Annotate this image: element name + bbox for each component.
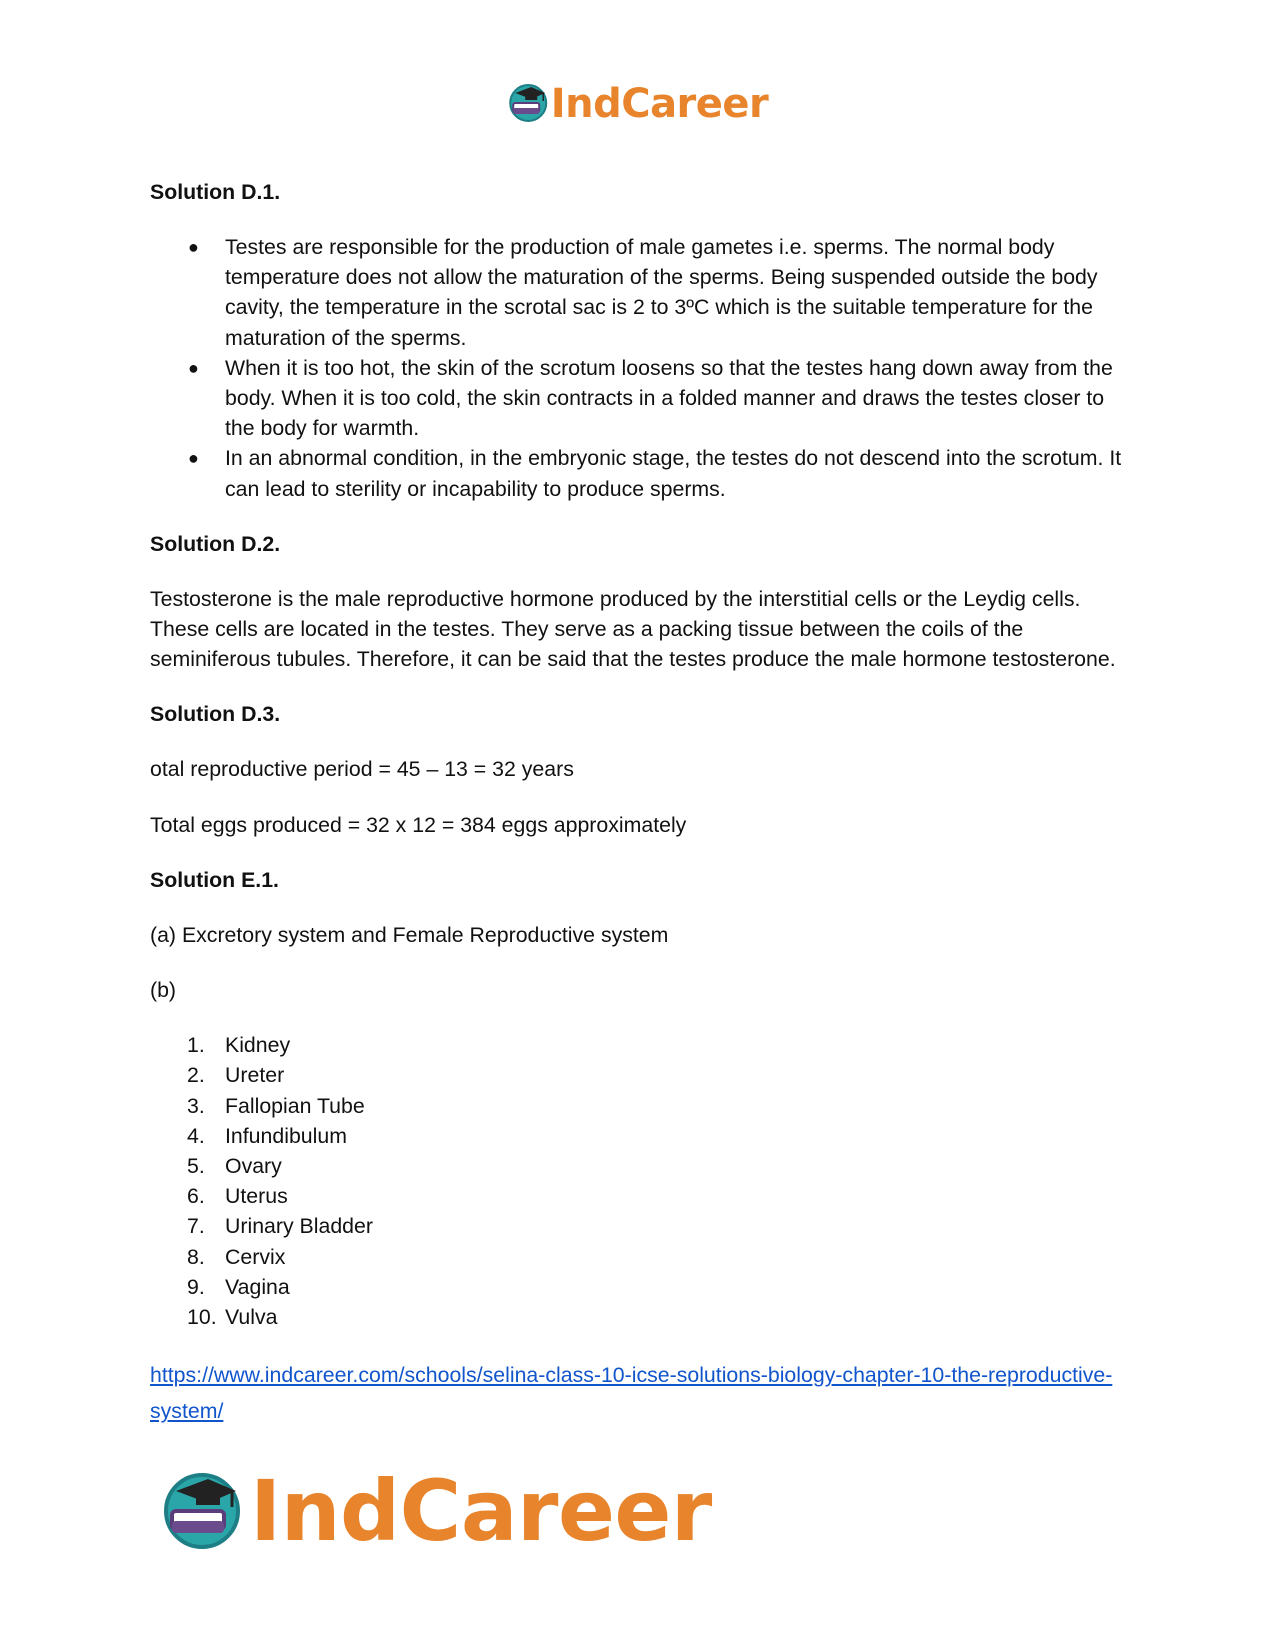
list-label: Urinary Bladder bbox=[225, 1214, 373, 1239]
list-label: Vulva bbox=[225, 1305, 278, 1330]
list-label: Ovary bbox=[225, 1154, 282, 1179]
solution-d3-line1: otal reproductive period = 45 – 13 = 32 years bbox=[150, 757, 574, 782]
solution-d2-title: Solution D.2. bbox=[150, 531, 281, 556]
document-content bbox=[150, 177, 1125, 1429]
bullet-item bbox=[150, 443, 1125, 503]
list-label: Kidney bbox=[225, 1033, 291, 1058]
footer-logo-text: IndCareer bbox=[250, 1462, 712, 1560]
list-number: 6. bbox=[187, 1184, 205, 1209]
bullet-item bbox=[150, 232, 1125, 353]
list-label: Cervix bbox=[225, 1244, 286, 1269]
list-label: Fallopian Tube bbox=[225, 1093, 365, 1118]
list-item bbox=[150, 1302, 1125, 1332]
solution-d3-title: Solution D.3. bbox=[150, 702, 281, 727]
solution-d1-bullets bbox=[150, 232, 1125, 504]
bullet-icon: ● bbox=[188, 237, 199, 257]
list-label: Ureter bbox=[225, 1063, 285, 1088]
list-item bbox=[150, 1091, 1125, 1121]
solution-e1-title: Solution E.1. bbox=[150, 867, 279, 892]
list-item bbox=[150, 1242, 1125, 1272]
list-item bbox=[150, 1181, 1125, 1211]
list-item bbox=[150, 1272, 1125, 1302]
source-link[interactable]: https://www.indcareer.com/schools/selina-class-10-icse-solutions-biology-chapter-10-the-reproductive-system/ bbox=[150, 1363, 1113, 1424]
solution-d2-text: Testosterone is the male reproductive hormone produced by the interstitial cells or the Leydig cells. These cells are located in the testes. They serve as a packing tissue between the coils of the seminiferous tubules. Therefore, it can be said that the testes produce the male hormone testosterone. bbox=[150, 586, 1116, 672]
list-item bbox=[150, 1121, 1125, 1151]
list-number: 8. bbox=[187, 1244, 205, 1269]
bullet-text: Testes are responsible for the production of male gametes i.e. sperms. The normal body temperature does not allow the maturation of the sperms. Being suspended outside the body cavity, the temperature in the scrotal sac is 2 to 3ºC which is the suitable temperature for the maturation of the sperms. bbox=[225, 235, 1098, 350]
bullet-text: In an abnormal condition, in the embryonic stage, the testes do not descend into the scrotum. It can lead to sterility or incapability to produce sperms. bbox=[225, 446, 1122, 501]
list-item bbox=[150, 1211, 1125, 1241]
list-item bbox=[150, 1030, 1125, 1060]
list-label: Infundibulum bbox=[225, 1123, 347, 1148]
footer-logo bbox=[160, 1462, 712, 1560]
list-item bbox=[150, 1060, 1125, 1090]
list-number: 1. bbox=[187, 1033, 205, 1058]
header-logo bbox=[507, 80, 769, 128]
list-number: 7. bbox=[187, 1214, 205, 1239]
graduation-book-icon bbox=[160, 1467, 244, 1556]
solution-d1-title: Solution D.1. bbox=[150, 180, 281, 204]
solution-e1-part-a: (a) Excretory system and Female Reproductive system bbox=[150, 922, 669, 947]
list-number: 5. bbox=[187, 1154, 205, 1179]
header-logo-text: IndCareer bbox=[550, 81, 769, 127]
list-item bbox=[150, 1151, 1125, 1181]
list-number: 2. bbox=[187, 1063, 205, 1088]
list-label: Vagina bbox=[225, 1274, 290, 1299]
list-number: 3. bbox=[187, 1093, 205, 1118]
list-label: Uterus bbox=[225, 1184, 288, 1209]
bullet-icon: ● bbox=[188, 357, 199, 378]
bullet-icon: ● bbox=[188, 448, 199, 469]
bullet-item bbox=[150, 353, 1125, 444]
list-number: 9. bbox=[187, 1274, 205, 1299]
list-number: 4. bbox=[187, 1123, 205, 1148]
solution-e1-list bbox=[150, 1030, 1125, 1332]
solution-d3-line2: Total eggs produced = 32 x 12 = 384 eggs approximately bbox=[150, 812, 687, 837]
bullet-text: When it is too hot, the skin of the scrotum loosens so that the testes hang down away from the body. When it is too cold, the skin contracts in a folded manner and draws the testes closer to the body for warmth. bbox=[225, 355, 1113, 441]
graduation-book-icon bbox=[507, 81, 549, 128]
list-number: 10. bbox=[187, 1305, 217, 1330]
solution-e1-part-b: (b) bbox=[150, 978, 177, 1003]
